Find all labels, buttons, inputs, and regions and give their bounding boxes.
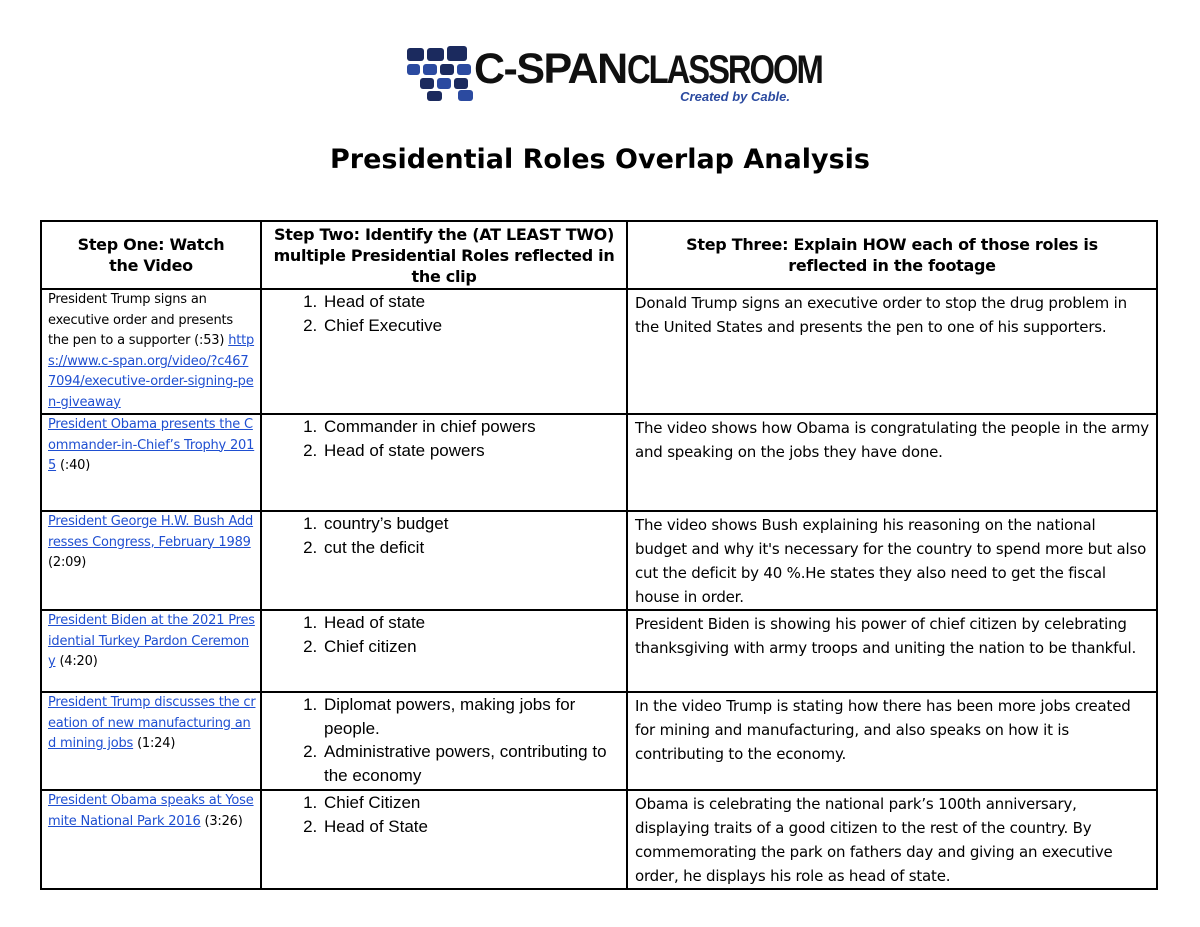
roles-list [262, 512, 626, 559]
header-step-two: Step Two: Identify the (AT LEAST TWO) multiple Presidential Roles reflected in the clip [261, 221, 627, 289]
explanation-cell [627, 289, 1157, 414]
analysis-table [40, 220, 1158, 890]
video-duration: (3:26) [204, 813, 243, 829]
video-cell [41, 414, 261, 511]
roles-list [262, 693, 626, 787]
table-row [41, 511, 1157, 610]
logo-wordmark-classroom: CLASSROOM [626, 48, 822, 92]
role-item: 1. Head of state [322, 611, 626, 635]
video-duration: (:53) [194, 333, 225, 348]
video-duration: (:40) [60, 458, 91, 473]
role-item: 1. Chief Citizen [322, 791, 626, 815]
roles-cell [261, 790, 627, 889]
logo-wordmark [474, 47, 864, 92]
table-row [41, 790, 1157, 889]
video-link[interactable]: President Obama speaks at Yosemite National Park 2016 [48, 793, 254, 829]
explanation-text: The video shows Bush explaining his reasoning on the national budget and why it's necessary for the country to spend more but also cut the deficit by 40 %.He states they also need to get the fiscal house in order. [635, 516, 1147, 606]
explanation-text: Donald Trump signs an executive order to stop the drug problem in the United States and presents the pen to one of his supporters. [635, 294, 1127, 336]
header-step-three: Step Three: Explain HOW each of those roles is reflected in the footage [627, 221, 1157, 289]
roles-list [262, 791, 626, 838]
roles-cell [261, 414, 627, 511]
explanation-cell [627, 511, 1157, 610]
explanation-text: Obama is celebrating the national park’s 100th anniversary, displaying traits of a good citizen to the rest of the country. By commemorating the park on fathers day and giving an executive order, he displays his role as head of state. [635, 795, 1113, 885]
role-item: 1. Diplomat powers, making jobs for people. [322, 693, 626, 740]
explanation-cell [627, 414, 1157, 511]
video-duration: (2:09) [48, 555, 87, 570]
table-row [41, 692, 1157, 790]
video-cell [41, 289, 261, 414]
role-item: 1. Commander in chief powers [322, 415, 626, 439]
roles-cell [261, 610, 627, 692]
roles-cell [261, 692, 627, 790]
role-item: 2. Chief citizen [322, 635, 626, 659]
page-title: Presidential Roles Overlap Analysis [330, 144, 870, 175]
video-link[interactable]: President Obama presents the Commander-in-Chief’s Trophy 2015 [48, 417, 255, 473]
explanation-cell [627, 692, 1157, 790]
video-cell [41, 511, 261, 610]
role-item: 2. Administrative powers, contributing to the economy [322, 740, 626, 787]
video-cell [41, 790, 261, 889]
video-link[interactable]: President George H.W. Bush Addresses Congress, February 1989 [48, 514, 254, 550]
table-row [41, 289, 1157, 414]
video-duration: (1:24) [137, 736, 176, 751]
role-item: 2. Head of state powers [322, 439, 626, 463]
video-cell [41, 692, 261, 790]
explanation-cell [627, 610, 1157, 692]
roles-cell [261, 289, 627, 414]
role-item: 1. Head of state [322, 290, 626, 314]
roles-list [262, 290, 626, 337]
explanation-text: In the video Trump is stating how there has been more jobs created for mining and manufacturing, and also speaks on how it is contributing to the economy. [635, 697, 1131, 763]
role-item: 2. Chief Executive [322, 314, 626, 338]
video-cell [41, 610, 261, 692]
role-item: 2. Head of State [322, 815, 626, 839]
video-link[interactable]: President Biden at the 2021 Presidential Turkey Pardon Ceremony [48, 613, 255, 669]
roles-cell [261, 511, 627, 610]
explanation-text: President Biden is showing his power of chief citizen by celebrating thanksgiving with army troops and uniting the nation to be thankful. [635, 615, 1137, 657]
logo-squares-icon [406, 44, 476, 102]
table-row [41, 414, 1157, 511]
video-description: President Trump signs an executive order and presents the pen to a supporter [48, 292, 233, 348]
video-link[interactable]: https://www.c-span.org/video/?c4677094/executive-order-signing-pen-giveaway [48, 333, 255, 410]
explanation-text: The video shows how Obama is congratulating the people in the army and speaking on the jobs they have done. [635, 419, 1149, 461]
video-duration: (4:20) [59, 654, 98, 669]
cspan-classroom-logo [406, 44, 822, 104]
table-header-row [41, 221, 1157, 289]
logo-wordmark-cspan: C-SPAN [474, 45, 627, 93]
table-row [41, 610, 1157, 692]
header-step-one: Step One: Watch the Video [41, 221, 261, 289]
role-item: 1. country’s budget [322, 512, 626, 536]
logo-tagline: Created by Cable. [680, 89, 790, 104]
explanation-cell [627, 790, 1157, 889]
roles-list [262, 611, 626, 658]
video-link[interactable]: President Trump discusses the creation of new manufacturing and mining jobs [48, 695, 256, 751]
roles-list [262, 415, 626, 462]
role-item: 2. cut the deficit [322, 536, 626, 560]
